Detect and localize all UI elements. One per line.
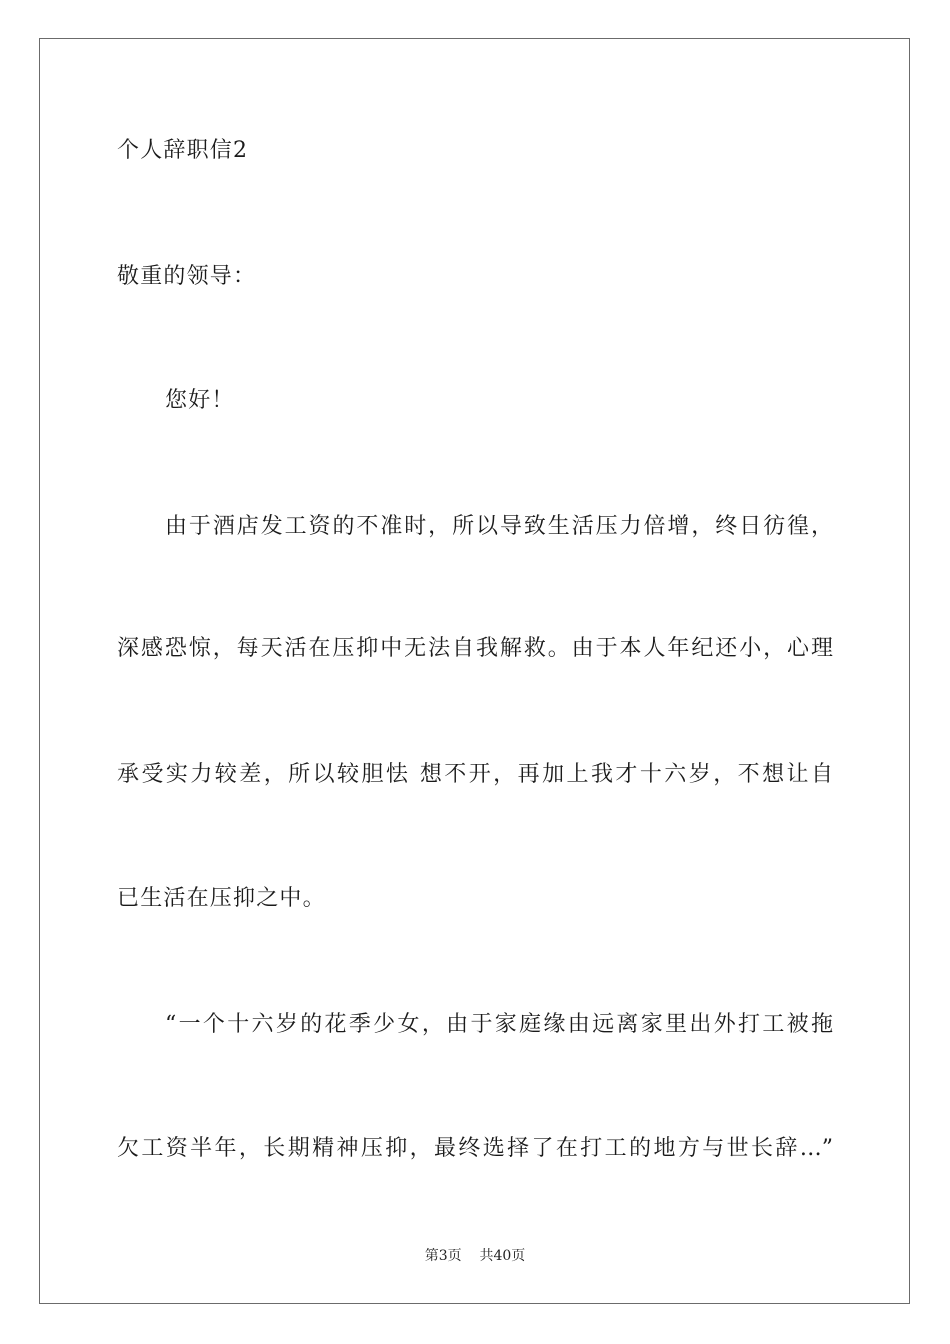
paragraph-line: 深感恐惊，每天活在压抑中无法自我解救。由于本人年纪还小，心理: [117, 636, 833, 661]
paragraph-line: 由于酒店发工资的不准时，所以导致生活压力倍增，终日彷徨，: [165, 514, 833, 539]
salutation: 敬重的领导：: [117, 264, 257, 289]
paragraph-line: 承受实力较差，所以较胆怯 想不开，再加上我才十六岁，不想让自: [117, 762, 833, 787]
greeting: 您好！: [165, 388, 235, 413]
page-footer: [0, 1246, 950, 1266]
page-total: 共40页: [479, 1248, 526, 1264]
document-title: 个人辞职信2: [117, 138, 249, 163]
page-border: [39, 38, 910, 1304]
paragraph-line: 已生活在压抑之中。: [117, 886, 326, 911]
paragraph-line: 欠工资半年，长期精神压抑，最终选择了在打工的地方与世长辞…”: [117, 1136, 833, 1161]
paragraph-line: “一个十六岁的花季少女，由于家庭缘由远离家里出外打工被拖: [165, 1012, 833, 1037]
page-number: 第3页: [424, 1248, 462, 1264]
